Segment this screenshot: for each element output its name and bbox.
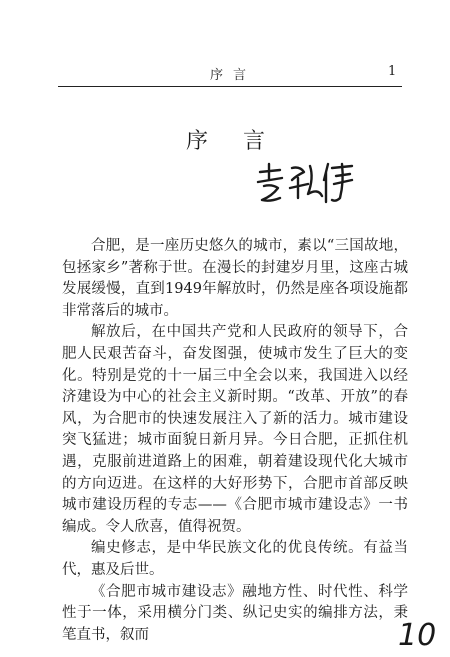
handwritten-signature-icon bbox=[252, 158, 358, 206]
paragraph: 《合肥市城市建设志》融地方性、时代性、科学性于一体，采用横分门类、纵记史实的编排方法，秉笔直书，叙而 bbox=[62, 583, 408, 643]
printed-page-number: 1 bbox=[388, 64, 397, 79]
preface-body bbox=[62, 236, 408, 646]
paragraph: 解放后，在中国共产党和人民政府的领导下，合肥人民艰苦奋斗，奋发图强，使城市发生了巨大的变化。特别是党的十一届三中全会以来，我国进入以经济建设为中心的社会主义新时期。“改革、开放”的春风，为合肥市的快速发展注入了新的活力。城市建设突飞猛进；城市面貌日新月异。今日合肥，正抓住机遇，克服前进道路上的困难，朝着建设现代化大城市的方向迈进。在这样的大好形势下，合肥市首部反映城市建设历程的专志——《合肥市城市建设志》一书编成。令人欣喜，值得祝贺。 bbox=[62, 324, 408, 535]
page-title: 序 言 bbox=[186, 129, 279, 154]
handwritten-page-number: 10 bbox=[398, 618, 437, 653]
paragraph: 编史修志，是中华民族文化的优良传统。有益当代，惠及后世。 bbox=[62, 540, 408, 578]
author-signature bbox=[252, 158, 358, 206]
paragraph: 合肥，是一座历史悠久的城市，素以“三国故地，包拯家乡”著称于世。在漫长的封建岁月里，这座古城发展缓慢，直到1949年解放时，仍然是座各项设施都非常落后的城市。 bbox=[62, 238, 408, 319]
header-rule bbox=[58, 86, 402, 87]
running-header-title: 序言 bbox=[210, 68, 257, 83]
